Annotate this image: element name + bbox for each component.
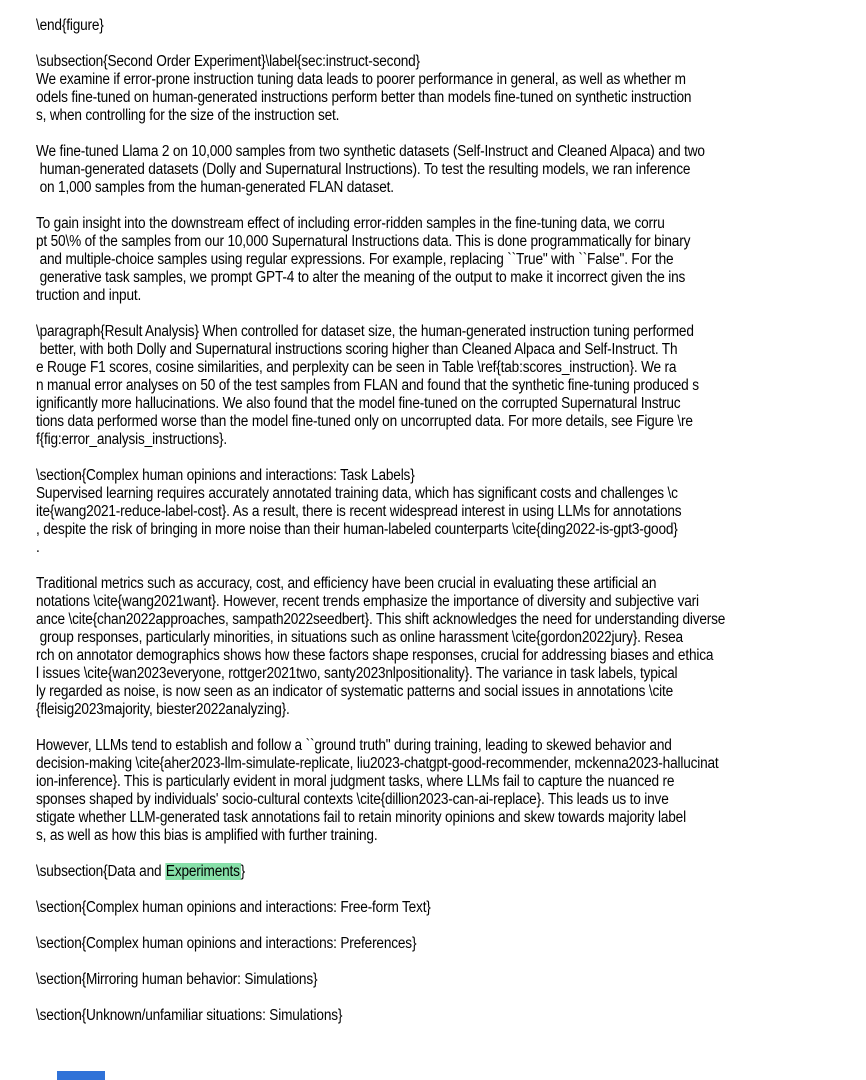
source-line bbox=[36, 863, 866, 881]
source-line: l issues \cite{wan2023everyone, rottger2021two, santy2023nlpositionality}. The variance in task labels, typical bbox=[36, 665, 678, 682]
source-line: \section{Unknown/unfamiliar situations: Simulations} bbox=[36, 1007, 343, 1024]
source-line: We examine if error-prone instruction tuning data leads to poorer performance in general, as well as whether m bbox=[36, 71, 686, 88]
source-line: , despite the risk of bringing in more noise than their human-labeled counterparts \cite{ding2022-is-gpt3-good} bbox=[36, 521, 678, 538]
source-line: group responses, particularly minorities, in situations such as online harassment \cite{gordon2022jury}. Resea bbox=[36, 629, 683, 646]
source-line: Traditional metrics such as accuracy, cost, and efficiency have been crucial in evaluating these artificial an bbox=[36, 575, 657, 592]
source-line: rch on annotator demographics shows how these factors shape responses, crucial for addressing biases and ethica bbox=[36, 647, 714, 664]
source-line bbox=[36, 449, 866, 467]
source-line: sponses shaped by individuals' socio-cultural contexts \cite{dillion2023-can-ai-replace}. This leads us to inve bbox=[36, 791, 669, 808]
source-line: \section{Complex human opinions and interactions: Task Labels} bbox=[36, 467, 415, 484]
source-line-text: \subsection{Data and bbox=[36, 863, 166, 880]
source-line: odels fine-tuned on human-generated instructions perform better than models fine-tuned on synthetic instruction bbox=[36, 89, 692, 106]
source-line: . bbox=[36, 539, 40, 556]
source-line: decision-making \cite{aher2023-llm-simulate-replicate, liu2023-chatgpt-good-recommender, mckenna2023-hallucinat bbox=[36, 755, 719, 772]
source-line bbox=[36, 881, 866, 899]
source-line: ignificantly more hallucinations. We also found that the model fine-tuned on the corrupted Supernatural Instruc bbox=[36, 395, 681, 412]
source-line: truction and input. bbox=[36, 287, 142, 304]
source-line bbox=[36, 845, 866, 863]
source-line: {fleisig2023majority, biester2022analyzing}. bbox=[36, 701, 290, 718]
source-line: and multiple-choice samples using regular expressions. For example, replacing ``True" with ``False". For the bbox=[36, 251, 674, 268]
source-line: \section{Complex human opinions and interactions: Free-form Text} bbox=[36, 899, 431, 916]
source-line bbox=[36, 719, 866, 737]
source-line: \section{Complex human opinions and interactions: Preferences} bbox=[36, 935, 417, 952]
source-line-text: } bbox=[240, 863, 246, 880]
source-line bbox=[36, 953, 866, 971]
source-line: ite{wang2021-reduce-label-cost}. As a result, there is recent widespread interest in using LLMs for annotations bbox=[36, 503, 682, 520]
source-line: s, when controlling for the size of the instruction set. bbox=[36, 107, 340, 124]
source-line: \subsection{Second Order Experiment}\label{sec:instruct-second} bbox=[36, 53, 420, 70]
source-line: notations \cite{wang2021want}. However, recent trends emphasize the importance of diversity and subjective vari bbox=[36, 593, 699, 610]
source-line bbox=[36, 305, 866, 323]
highlighted-text: Experiments bbox=[165, 863, 240, 880]
source-line: stigate whether LLM-generated task annotations fail to retain minority opinions and skew towards majority label bbox=[36, 809, 686, 826]
source-line: We fine-tuned Llama 2 on 10,000 samples from two synthetic datasets (Self-Instruct and Cleaned Alpaca) and two bbox=[36, 143, 705, 160]
source-line: \section{Mirroring human behavior: Simulations} bbox=[36, 971, 318, 988]
source-line: on 1,000 samples from the human-generated FLAN dataset. bbox=[36, 179, 394, 196]
source-line: ion-inference}. This is particularly evident in moral judgment tasks, where LLMs fail to capture the nuanced re bbox=[36, 773, 675, 790]
latex-source-text-area[interactable] bbox=[36, 17, 866, 1025]
source-line: However, LLMs tend to establish and follow a ``ground truth" during training, leading to skewed behavior and bbox=[36, 737, 672, 754]
source-line: s, as well as how this bias is amplified with further training. bbox=[36, 827, 378, 844]
source-line: n manual error analyses on 50 of the test samples from FLAN and found that the synthetic fine-tuning produced s bbox=[36, 377, 699, 394]
source-line: Supervised learning requires accurately annotated training data, which has significant costs and challenges \c bbox=[36, 485, 678, 502]
source-line bbox=[36, 125, 866, 143]
source-line bbox=[36, 989, 866, 1007]
source-line: \paragraph{Result Analysis} When controlled for dataset size, the human-generated instruction tuning performed bbox=[36, 323, 694, 340]
source-line bbox=[36, 35, 866, 53]
source-line bbox=[36, 197, 866, 215]
source-line: pt 50\% of the samples from our 10,000 Supernatural Instructions data. This is done programmatically for binary bbox=[36, 233, 691, 250]
source-line: ly regarded as noise, is now seen as an indicator of systematic patterns and social issues in annotations \cite bbox=[36, 683, 674, 700]
source-line: generative task samples, we prompt GPT-4 to alter the meaning of the output to make it incorrect given the ins bbox=[36, 269, 686, 286]
source-line: tions data performed worse than the model fine-tuned only on uncorrupted data. For more details, see Figure \re bbox=[36, 413, 693, 430]
source-line: f{fig:error_analysis_instructions}. bbox=[36, 431, 227, 448]
source-line: human-generated datasets (Dolly and Supernatural Instructions). To test the resulting models, we ran inference bbox=[36, 161, 691, 178]
source-line: better, with both Dolly and Supernatural instructions scoring higher than Cleaned Alpaca and Self-Instruct. Th bbox=[36, 341, 678, 358]
source-line: To gain insight into the downstream effect of including error-ridden samples in the fine-tuning data, we corru bbox=[36, 215, 665, 232]
source-line: \end{figure} bbox=[36, 17, 104, 34]
source-line: ance \cite{chan2022approaches, sampath2022seedbert}. This shift acknowledges the need for understanding diverse bbox=[36, 611, 726, 628]
partially-visible-blue-element[interactable] bbox=[57, 1071, 105, 1080]
source-line bbox=[36, 917, 866, 935]
source-line: e Rouge F1 scores, cosine similarities, and perplexity can be seen in Table \ref{tab:scores_instruction}. We ra bbox=[36, 359, 677, 376]
source-line bbox=[36, 557, 866, 575]
